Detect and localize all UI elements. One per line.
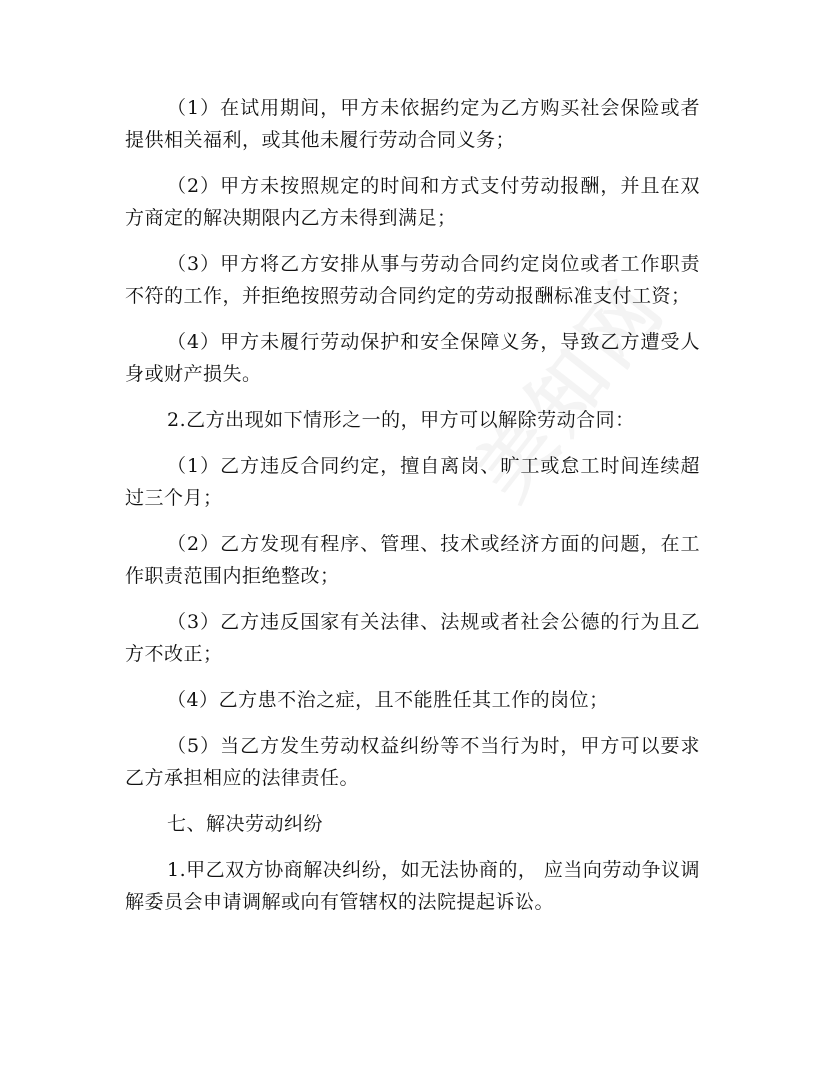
paragraph-employee-absence: （1）乙方违反合同约定，擅自离岗、旷工或怠工时间连续超过三个月；	[125, 455, 700, 509]
paragraph-dispute-resolution: 1.甲乙双方协商解决纠纷，如无法协商的， 应当向劳动争议调解委员会申请调解或向有管辖权的法院提起诉讼。	[125, 859, 700, 913]
paragraph-employer-job-mismatch: （3）甲方将乙方安排从事与劳动合同约定岗位或者工作职责不符的工作，并拒绝按照劳动合同约定的劳动报酬标准支付工资；	[125, 253, 700, 307]
document-body	[125, 92, 700, 932]
paragraph-employer-wages: （2）甲方未按照规定的时间和方式支付劳动报酬，并且在双方商定的解决期限内乙方未得到满足；	[125, 175, 700, 229]
paragraph-employee-law-violation: （3）乙方违反国家有关法律、法规或者社会公德的行为且乙方不改正；	[125, 611, 700, 665]
paragraph-employer-safety: （4）甲方未履行劳动保护和安全保障义务，导致乙方遭受人身或财产损失。	[125, 331, 700, 385]
paragraph-employer-insurance: （1）在试用期间，甲方未依据约定为乙方购买社会保险或者提供相关福利，或其他未履行劳动合同义务；	[125, 97, 700, 151]
paragraph-employee-liability: （5）当乙方发生劳动权益纠纷等不当行为时，甲方可以要求乙方承担相应的法律责任。	[125, 735, 700, 789]
paragraph-employee-conditions: 2.乙方出现如下情形之一的，甲方可以解除劳动合同：	[167, 409, 635, 431]
paragraph-employee-illness: （4）乙方患不治之症，且不能胜任其工作的岗位；	[167, 689, 609, 711]
paragraph-employee-refuse-rectify: （2）乙方发现有程序、管理、技术或经济方面的问题，在工作职责范围内拒绝整改；	[125, 533, 700, 587]
section-heading-disputes: 七、解决劳动纠纷	[167, 813, 324, 835]
